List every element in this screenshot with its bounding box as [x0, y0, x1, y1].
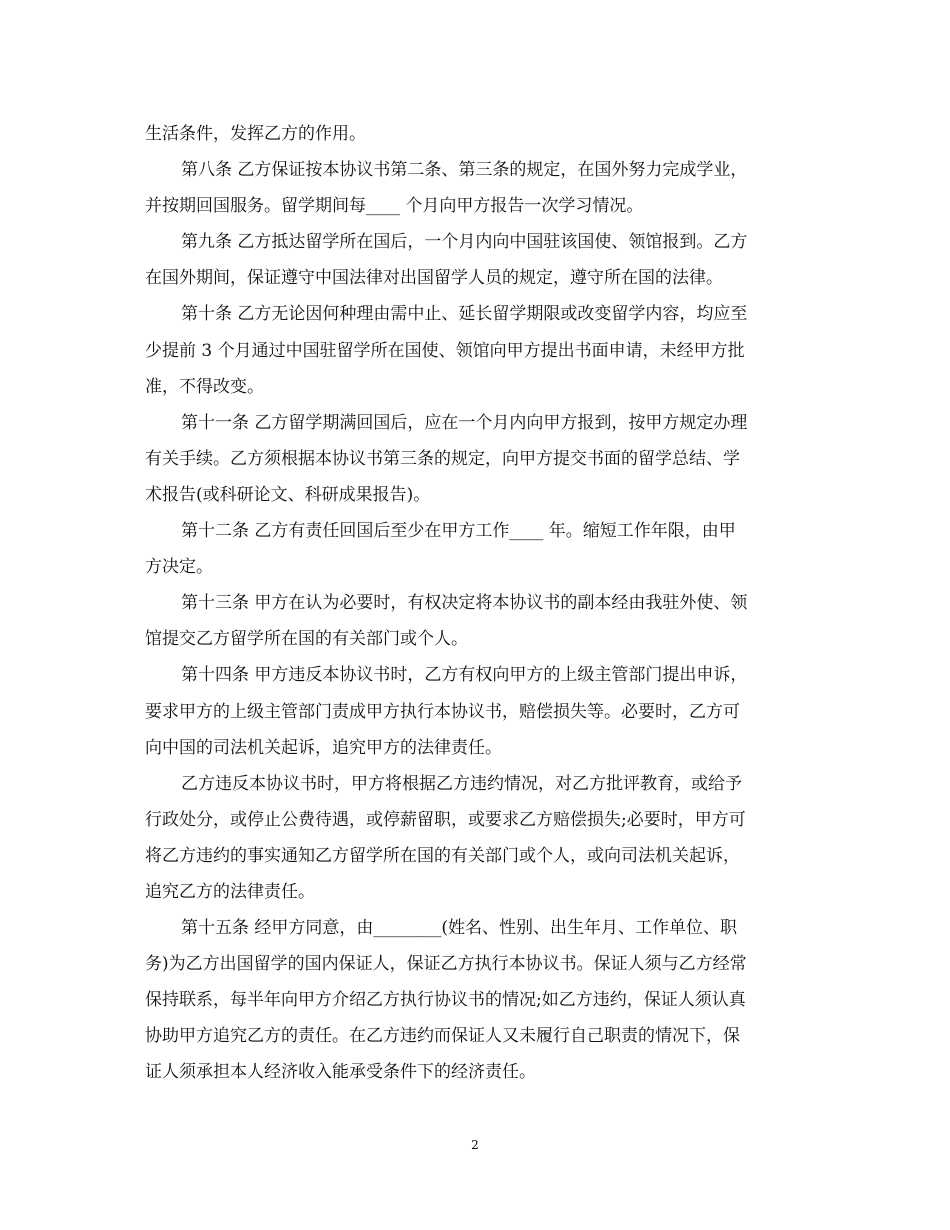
- article-9-line-1: 第九条 乙方抵达留学所在国后，一个月内向中国驻该国使、领馆报到。乙方: [181, 232, 748, 253]
- article-13-line-2: 馆提交乙方留学所在国的有关部门或个人。: [145, 629, 468, 650]
- article-14-line-1: 第十四条 甲方违反本协议书时，乙方有权向甲方的上级主管部门提出申诉，: [181, 665, 748, 686]
- article-15-line-2: 务)为乙方出国留学的国内保证人，保证乙方执行本协议书。保证人须与乙方经常: [145, 954, 747, 975]
- article-10-line-1: 第十条 乙方无论因何种理由需中止、延长留学期限或改变留学内容，均应至: [181, 304, 748, 325]
- article-14-line-3: 向中国的司法机关起诉，追究甲方的法律责任。: [145, 737, 502, 758]
- article-15-line-5: 证人须承担本人经济收入能承受条件下的经济责任。: [145, 1062, 536, 1083]
- article-8-line-2: 并按期回国服务。留学期间每____ 个月向甲方报告一次学习情况。: [145, 196, 644, 217]
- article-13-line-1: 第十三条 甲方在认为必要时，有权决定将本协议书的副本经由我驻外使、领: [181, 593, 748, 614]
- page-number: 2: [471, 1138, 479, 1152]
- article-12-line-1: 第十二条 乙方有责任回国后至少在甲方工作____ 年。缩短工作年限，由甲: [181, 521, 736, 542]
- article-11-line-1: 第十一条 乙方留学期满回国后，应在一个月内向甲方报到，按甲方规定办理: [181, 412, 748, 433]
- article-15-line-4: 协助甲方追究乙方的责任。在乙方违约而保证人又未履行自己职责的情况下，保: [145, 1026, 740, 1047]
- breach-paragraph-line-2: 行政处分，或停止公费待遇，或停薪留职，或要求乙方赔偿损失;必要时，甲方可: [145, 809, 746, 830]
- breach-paragraph-line-1: 乙方违反本协议书时，甲方将根据乙方违约情况，对乙方批评教育，或给予: [181, 773, 742, 794]
- article-15-line-1: 第十五条 经甲方同意，由________(姓名、性别、出生年月、工作单位、职: [181, 918, 738, 939]
- article-11-line-3: 术报告(或科研论文、科研成果报告)。: [145, 484, 431, 505]
- text-line: 生活条件，发挥乙方的作用。: [145, 124, 366, 144]
- breach-paragraph-line-3: 将乙方违约的事实通知乙方留学所在国的有关部门或个人，或向司法机关起诉，: [145, 845, 740, 866]
- article-12-line-2: 方决定。: [145, 557, 213, 578]
- article-10-line-3: 准，不得改变。: [145, 376, 264, 397]
- document-body: [145, 116, 805, 1091]
- breach-paragraph-line-4: 追究乙方的法律责任。: [145, 881, 315, 902]
- article-10-line-2: 少提前 3 个月通过中国驻留学所在国使、领馆向甲方提出书面申请，未经甲方批: [145, 340, 745, 361]
- article-14-line-2: 要求甲方的上级主管部门责成甲方执行本协议书，赔偿损失等。必要时，乙方可: [145, 701, 740, 722]
- article-15-line-3: 保持联系，每半年向甲方介绍乙方执行协议书的情况;如乙方违约，保证人须认真: [145, 990, 746, 1011]
- article-9-line-2: 在国外期间，保证遵守中国法律对出国留学人员的规定，遵守所在国的法律。: [145, 268, 723, 289]
- article-11-line-2: 有关手续。乙方须根据本协议书第三条的规定，向甲方提交书面的留学总结、学: [145, 448, 740, 469]
- article-8-line-1: 第八条 乙方保证按本协议书第二条、第三条的规定，在国外努力完成学业，: [181, 160, 748, 181]
